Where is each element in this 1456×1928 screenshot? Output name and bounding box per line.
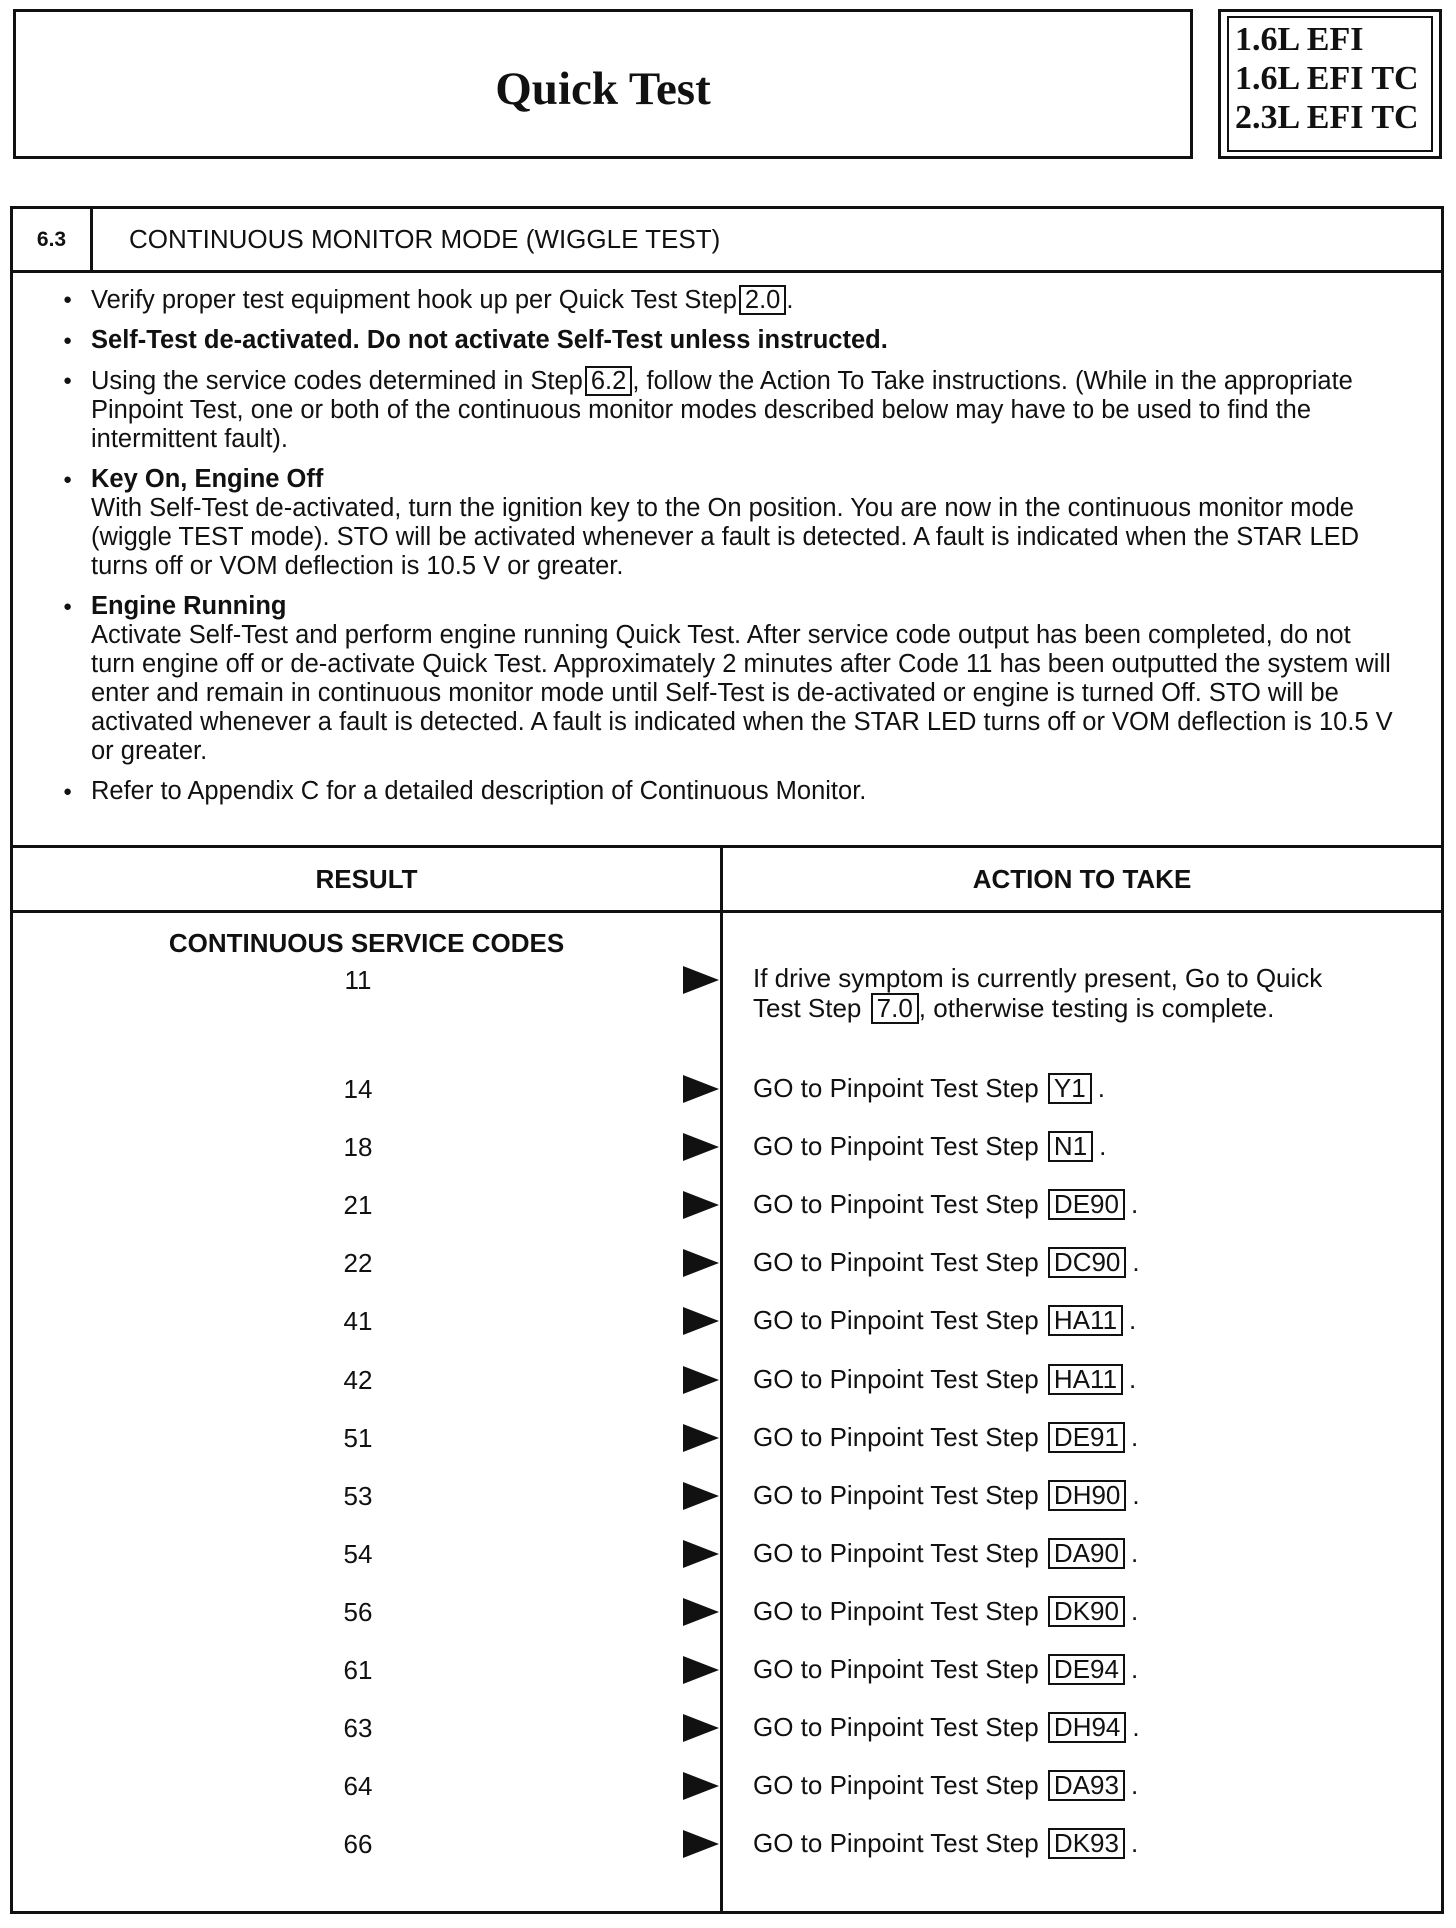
- arrow-icon: [683, 1598, 719, 1626]
- table-row: [13, 1592, 1441, 1632]
- arrow-icon: [683, 1656, 719, 1684]
- bullet-heading: ● Key On, Engine Off: [91, 465, 324, 493]
- service-code: 51: [343, 1422, 373, 1453]
- action-text: [753, 1131, 1351, 1162]
- action-text: [753, 1538, 1351, 1569]
- step-ref: DH90: [1048, 1480, 1126, 1511]
- action-text: [753, 1247, 1351, 1278]
- goto-text: GO to Pinpoint Test Step: [753, 1828, 1039, 1859]
- goto-text: GO to Pinpoint Test Step: [753, 1363, 1039, 1394]
- action-text: [753, 1422, 1351, 1453]
- service-code: 66: [343, 1829, 373, 1860]
- procedure-panel: [10, 206, 1444, 1914]
- engine-label: 1.6L EFI TC: [1235, 60, 1419, 97]
- table-row: [13, 1069, 1441, 1109]
- period: .: [1130, 1770, 1139, 1801]
- bullet-body: Activate Self-Test and perform engine running Quick Test. After service code output has been completed, do not turn engine off or de-activate Quick Test. Approximately 2 minutes after Code 11 has been outputted the system will enter and remain in continuous monitor mode until Self-Test is de-activated or engine is turned Off. STO will be activated whenever a fault is detected. A fault is indicated when the STAR LED turns off or VOM deflection is 10.5 V or greater.: [91, 621, 1393, 765]
- service-code: 21: [343, 1190, 373, 1221]
- bullet-text: Verify proper test equipment hook up per Quick Test Step: [91, 286, 737, 314]
- step-ref: DA90: [1048, 1538, 1125, 1569]
- bullet-service-codes: [61, 366, 1401, 454]
- period: .: [1099, 1131, 1107, 1162]
- arrow-icon: [683, 1714, 719, 1742]
- period: .: [1130, 1189, 1139, 1220]
- arrow-icon: [683, 1772, 719, 1800]
- goto-text: GO to Pinpoint Test Step: [753, 1595, 1039, 1626]
- action-text: [753, 1364, 1351, 1395]
- goto-text: GO to Pinpoint Test Step: [753, 1073, 1039, 1103]
- arrow-icon: [683, 1540, 719, 1568]
- bullet-appendix: [61, 777, 1401, 806]
- goto-text: GO to Pinpoint Test Step: [753, 1770, 1039, 1801]
- step-ref: DE90: [1048, 1189, 1125, 1220]
- goto-text: GO to Pinpoint Test Step: [753, 1247, 1039, 1278]
- goto-text: GO to Pinpoint Test Step: [753, 1189, 1039, 1220]
- bullet-engine-running: [61, 592, 1401, 766]
- table-row: [13, 1534, 1441, 1574]
- arrow-icon: [683, 1191, 719, 1219]
- step-ref: DK90: [1048, 1596, 1125, 1627]
- result-action-table: [13, 845, 1441, 1911]
- table-row: [13, 1766, 1441, 1806]
- goto-text: GO to Pinpoint Test Step: [753, 1305, 1039, 1336]
- bullet-text-cont: , follow the Action To Take instructions. (While in the appropriate Pinpoint Test, one or both of the continuous monitor modes described below may have to be used to find the intermittent fault).: [91, 367, 1353, 453]
- period: .: [1129, 1363, 1137, 1394]
- title-box: [13, 9, 1193, 159]
- arrow-icon: [683, 1133, 719, 1161]
- bullet-text: Using the service codes determined in Step: [91, 367, 583, 395]
- step-ref: N1: [1048, 1131, 1093, 1162]
- service-code: 53: [343, 1480, 373, 1511]
- service-code: 14: [343, 1074, 373, 1104]
- period: .: [1097, 1073, 1105, 1103]
- step-ref: Y1: [1048, 1073, 1092, 1104]
- section-number: 6.3: [13, 209, 93, 270]
- period: .: [1130, 1595, 1139, 1626]
- action-text: [753, 1480, 1351, 1511]
- action-text: [753, 1189, 1351, 1220]
- step-ref: DA93: [1048, 1770, 1125, 1801]
- bullet-heading: ● Engine Running: [91, 592, 287, 620]
- table-row: [13, 1650, 1441, 1690]
- bullet-end: .: [786, 286, 794, 314]
- action-text: [753, 964, 1351, 1024]
- engine-label: 2.3L EFI TC: [1235, 99, 1419, 136]
- action-text: [753, 1596, 1351, 1627]
- service-code: 18: [343, 1132, 373, 1163]
- action-text: [753, 1073, 1351, 1104]
- goto-text: GO to Pinpoint Test Step: [753, 1421, 1039, 1452]
- arrow-icon: [683, 1075, 719, 1103]
- step-ref: DE91: [1048, 1422, 1125, 1453]
- arrow-icon: [683, 966, 719, 994]
- period: .: [1130, 1828, 1139, 1859]
- period: .: [1130, 1537, 1139, 1568]
- codes-subheading: CONTINUOUS SERVICE CODES: [168, 928, 565, 958]
- action-text: [753, 1654, 1351, 1685]
- page-title: Quick Test: [495, 63, 711, 115]
- service-code: 41: [343, 1306, 373, 1337]
- action-text: [753, 1712, 1351, 1743]
- table-row: [13, 1301, 1441, 1341]
- step-ref: 6.2: [585, 366, 632, 396]
- period: .: [1130, 1654, 1139, 1684]
- arrow-icon: [683, 1249, 719, 1277]
- arrow-icon: [683, 1424, 719, 1452]
- bullet-hookup: [61, 285, 1401, 315]
- step-ref: 2.0: [739, 285, 786, 315]
- goto-text: GO to Pinpoint Test Step: [753, 1654, 1039, 1684]
- service-code: 64: [343, 1771, 373, 1802]
- table-row: [13, 960, 1441, 1050]
- bullet-text: Self-Test de-activated. Do not activate Self-Test unless instructed.: [91, 326, 888, 354]
- step-ref: HA11: [1048, 1305, 1123, 1336]
- section-header: [13, 209, 1441, 273]
- arrow-icon: [683, 1482, 719, 1510]
- engine-box: [1218, 9, 1442, 159]
- action-text: [753, 1828, 1351, 1859]
- table-row: [13, 1127, 1441, 1167]
- table-row: [13, 1243, 1441, 1283]
- action-text: [753, 1770, 1351, 1801]
- service-code: 11: [344, 965, 372, 995]
- step-ref: HA11: [1048, 1364, 1123, 1395]
- arrow-icon: [683, 1366, 719, 1394]
- bullet-body: With Self-Test de-activated, turn the ignition key to the On position. You are now in the continuous monitor mode (wiggle TEST mode). STO will be activated whenever a fault is detected. A fault is indicated when the STAR LED turns off or VOM deflection is 10.5 V or greater.: [91, 494, 1360, 580]
- table-row: [13, 1360, 1441, 1400]
- table-row: [13, 1418, 1441, 1458]
- action-header: ACTION TO TAKE: [972, 864, 1192, 894]
- table-row: [13, 1708, 1441, 1748]
- period: .: [1132, 1247, 1140, 1278]
- period: .: [1130, 1421, 1139, 1452]
- service-code: 63: [343, 1713, 373, 1744]
- period: .: [1129, 1305, 1137, 1336]
- action-text-part: , otherwise testing is complete.: [918, 993, 1275, 1023]
- arrow-icon: [683, 1830, 719, 1858]
- instruction-list: [61, 285, 1401, 817]
- goto-text: GO to Pinpoint Test Step: [753, 1537, 1039, 1568]
- action-text: [753, 1305, 1351, 1336]
- table-row: [13, 1185, 1441, 1225]
- goto-text: GO to Pinpoint Test Step: [753, 1131, 1039, 1162]
- bullet-text: Refer to Appendix C for a detailed description of Continuous Monitor.: [91, 777, 867, 805]
- step-ref: DE94: [1048, 1654, 1125, 1685]
- bullet-key-on: [61, 465, 1401, 581]
- section-title: CONTINUOUS MONITOR MODE (WIGGLE TEST): [129, 224, 721, 254]
- table-row: [13, 1476, 1441, 1516]
- engine-label: 1.6L EFI: [1235, 21, 1364, 58]
- bullet-self-test: [61, 326, 1401, 355]
- goto-text: GO to Pinpoint Test Step: [753, 1712, 1039, 1743]
- engine-list: [1227, 16, 1433, 152]
- service-code: 61: [343, 1655, 373, 1685]
- step-ref: 7.0: [871, 993, 919, 1024]
- service-code: 54: [343, 1538, 373, 1569]
- goto-text: GO to Pinpoint Test Step: [753, 1479, 1039, 1510]
- step-ref: DC90: [1048, 1247, 1126, 1278]
- service-code: 56: [343, 1596, 373, 1627]
- result-header: RESULT: [315, 864, 418, 894]
- period: .: [1132, 1712, 1140, 1743]
- table-header: [13, 848, 1441, 913]
- service-code: 22: [343, 1248, 373, 1279]
- table-row: [13, 1824, 1441, 1864]
- step-ref: DH94: [1048, 1712, 1126, 1743]
- step-ref: DK93: [1048, 1828, 1125, 1859]
- service-code: 42: [343, 1364, 373, 1395]
- action-text-part: If drive symptom is currently present, Go to Quick Test Step: [753, 963, 1323, 1023]
- arrow-icon: [683, 1307, 719, 1335]
- period: .: [1132, 1479, 1140, 1510]
